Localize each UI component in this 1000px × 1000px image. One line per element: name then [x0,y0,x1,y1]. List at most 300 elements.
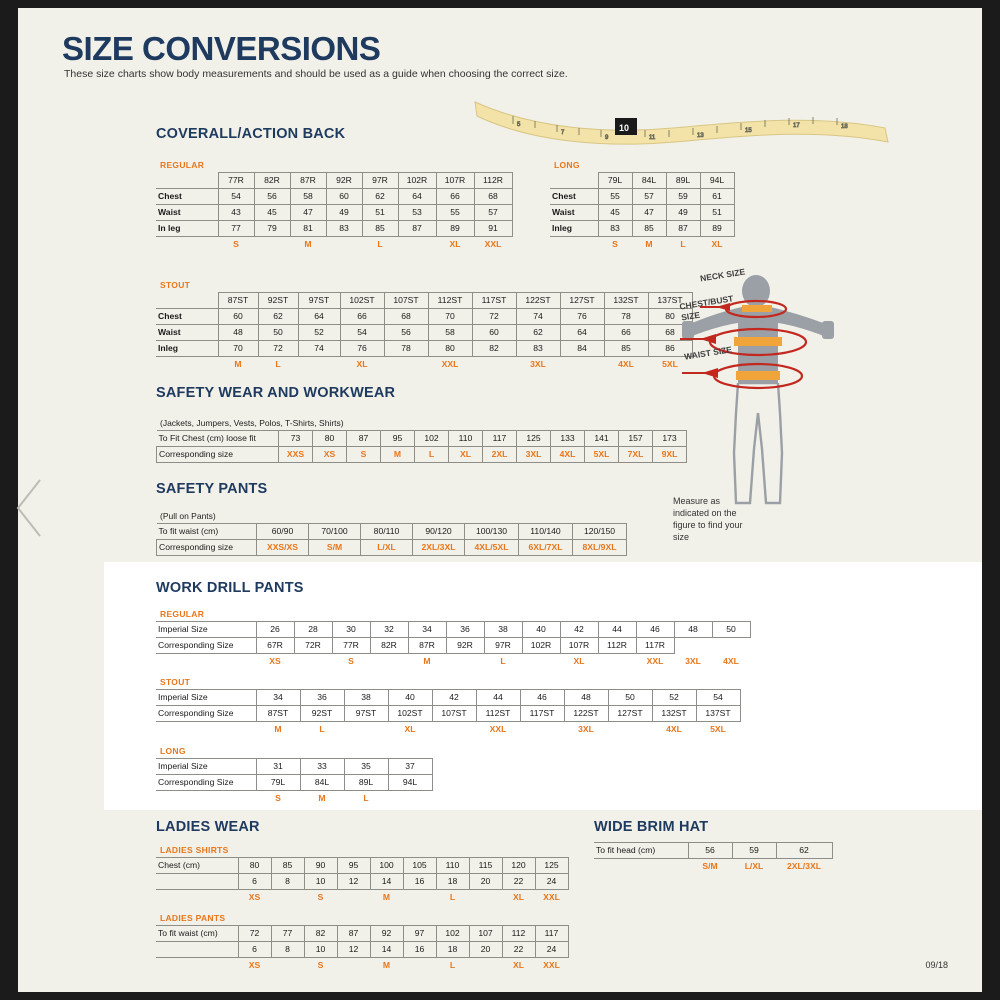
size-label: S [348,656,354,666]
size-label: L [680,239,686,249]
footer-date: 09/18 [925,960,948,970]
size-label: M [304,239,312,249]
col-head: 122ST [516,293,560,309]
sublabel-ladies-pants: LADIES PANTS [160,913,226,923]
cell: 12 [337,874,370,890]
table-row [157,540,627,556]
corner-cell [156,293,218,309]
size-label: XXL [441,359,459,369]
cell: M [381,447,415,463]
cell: 76 [340,341,384,357]
cell: 53 [398,205,436,221]
row-header: Corresponding size [157,540,257,556]
size-label: XL [573,656,585,666]
table-header-row [550,173,734,189]
col-head: 97ST [298,293,340,309]
cell: 117R [636,638,674,654]
cell: 57 [474,205,512,221]
col-head: 77R [218,173,254,189]
cell: 120/150 [573,524,627,540]
row-header: Chest [156,189,218,205]
cell: 102ST [388,706,432,722]
size-label-row [156,722,740,738]
cell: XL [449,447,483,463]
cell: 141 [585,431,619,447]
row-header [156,874,238,890]
table-widebrimhat [594,842,833,874]
cell: 34 [408,622,446,638]
size-label-row [594,859,832,875]
table-safetypants [156,523,627,556]
size-label [326,237,362,253]
size-label: 5XL [662,359,678,369]
cell: 66 [436,189,474,205]
cell: 10 [304,942,337,958]
cell: 16 [403,942,436,958]
size-label: L [275,359,281,369]
row-header: Imperial Size [156,690,256,706]
cell: 80/110 [361,524,413,540]
cell: 95 [381,431,415,447]
size-label: L [449,960,456,970]
cell: 46 [520,690,564,706]
col-head: 132ST [604,293,648,309]
cell: 14 [370,942,403,958]
cell: 34 [256,690,300,706]
size-label: XL [711,239,723,249]
size-label: L/XL [744,861,764,871]
size-label: 3XL [578,724,594,734]
table-workdrill-stout [156,689,741,737]
cell: 8XL/9XL [573,540,627,556]
row-header: Chest [550,189,598,205]
cell: 55 [436,205,474,221]
table-row [156,759,432,775]
note-safetypants: (Pull on Pants) [160,511,216,521]
table-row [594,843,832,859]
cell: 157 [619,431,653,447]
cell: 89 [700,221,734,237]
cell: 83 [516,341,560,357]
cell: 87 [398,221,436,237]
cell: 72 [258,341,298,357]
size-label: M [274,724,282,734]
cell: 73 [279,431,313,447]
cell: 78 [604,309,648,325]
figure-label-neck: NECK SIZE [699,266,746,284]
section-title-workdrill: WORK DRILL PANTS [156,580,304,596]
size-label-row [156,791,432,807]
note-safetywear: (Jackets, Jumpers, Vests, Polos, T-Shirts, Shirts) [160,418,344,428]
cell: 117 [483,431,517,447]
corner-cell [550,173,598,189]
sublabel-coverall-stout: STOUT [160,280,191,290]
size-label: XS [248,892,261,902]
cell: L/XL [361,540,413,556]
table-row [157,524,627,540]
svg-text:11: 11 [649,135,656,141]
cell: 107ST [432,706,476,722]
size-label: XL [356,359,368,369]
cell: 51 [700,205,734,221]
cell: 50 [608,690,652,706]
row-header: Corresponding Size [156,638,256,654]
cell: 85 [362,221,398,237]
document-content [18,8,982,992]
col-head: 87ST [218,293,258,309]
cell: 81 [290,221,326,237]
cell: 110/140 [519,524,573,540]
cell: 26 [256,622,294,638]
cell: 54 [340,325,384,341]
section-title-widebrimhat: WIDE BRIM HAT [594,819,709,835]
size-label: XL [513,960,524,970]
size-label: S [612,239,618,249]
row-header: Inleg [156,341,218,357]
cell: 48 [218,325,258,341]
size-label: S [317,960,324,970]
row-header: Imperial Size [156,622,256,638]
cell: 61 [700,189,734,205]
cell: 8 [271,942,304,958]
size-label: 3XL [530,359,546,369]
cell: 56 [254,189,290,205]
section-title-safetypants: SAFETY PANTS [156,481,268,497]
cell: 38 [344,690,388,706]
cell: 72 [238,926,271,942]
table-row [156,341,692,357]
cell: 66 [604,325,648,341]
cell: 83 [598,221,632,237]
cell: 80 [428,341,472,357]
cell: 42 [560,622,598,638]
cell: 60 [472,325,516,341]
size-label: 4XL [723,655,739,666]
size-label: S [275,793,281,803]
section-title-safetywear: SAFETY WEAR AND WORKWEAR [156,385,396,401]
size-label: XL [404,724,416,734]
table-row [550,221,734,237]
size-label: 2XL/3XL [787,861,821,871]
size-label: L [363,793,369,803]
cell: 51 [362,205,398,221]
cell: 102 [436,926,469,942]
cell: 32 [370,622,408,638]
size-label: M [382,892,391,902]
cell: 89L [344,775,388,791]
size-label [398,237,436,253]
cell: 60 [218,309,258,325]
table-row [156,221,512,237]
cell: 94L [388,775,432,791]
cell: 115 [469,858,502,874]
col-head: 84L [632,173,666,189]
size-label: 5XL [710,724,726,734]
cell: 30 [332,622,370,638]
cell: 117 [535,926,568,942]
col-head: 102R [398,173,436,189]
sublabel-coverall-long: LONG [554,160,580,170]
cell: 125 [535,858,568,874]
cell: 62 [776,843,832,859]
size-label: M [318,793,326,803]
cell: 58 [428,325,472,341]
row-header: Corresponding Size [156,706,256,722]
size-label: S [317,892,324,902]
size-label: 3XL [685,655,701,666]
cell: 107R [560,638,598,654]
cell: 82 [304,926,337,942]
sublabel-workdrill-long: LONG [160,746,186,756]
row-header [156,942,238,958]
cell: 57 [632,189,666,205]
size-label: 4XL [618,359,634,369]
row-header: To fit waist (cm) [157,524,257,540]
table-row [156,622,750,638]
cell: 43 [218,205,254,221]
table-coverall-stout [156,292,693,372]
cell: 97ST [344,706,388,722]
row-header: To Fit Chest (cm) loose fit [157,431,279,447]
svg-text:17: 17 [793,123,800,129]
cell: 60 [326,189,362,205]
cell: 48 [564,690,608,706]
cell: 6XL/7XL [519,540,573,556]
cell: 20 [469,874,502,890]
cell: 45 [598,205,632,221]
size-label: XXL [484,239,502,249]
cell: 80 [238,858,271,874]
cell: 52 [652,690,696,706]
cell: XXS [279,447,313,463]
cell: 107 [469,926,502,942]
table-header-row [156,293,692,309]
cell: 52 [298,325,340,341]
cell: 87 [337,926,370,942]
size-label [560,357,604,373]
cell: 4XL [551,447,585,463]
svg-text:9: 9 [605,135,609,141]
cell: 54 [696,690,740,706]
cell: 37 [388,759,432,775]
size-label [608,722,652,738]
cell: 3XL [517,447,551,463]
cell: 92 [370,926,403,942]
cell: 68 [648,325,692,341]
size-label: S/M [702,861,718,871]
page-title: SIZE CONVERSIONS [62,30,381,67]
cell: 100/130 [465,524,519,540]
col-head: 79L [598,173,632,189]
size-label: XXL [543,892,560,902]
table-row [156,706,740,722]
cell: 92R [446,638,484,654]
table-row [157,431,687,447]
size-label: XL [513,892,524,902]
cell: 85 [632,221,666,237]
col-head: 87R [290,173,326,189]
cell: 33 [300,759,344,775]
cell: 2XL/3XL [413,540,465,556]
cell: 90 [304,858,337,874]
table-ladies-shirts [156,857,569,905]
table-row [156,858,568,874]
table-row [156,638,750,654]
table-row [550,189,734,205]
page-subtitle: These size charts show body measurements and should be used as a guide when choosing the correct size. [64,68,568,80]
cell: 24 [535,942,568,958]
size-label: L [377,239,383,249]
cell: 45 [254,205,290,221]
table-header-row [156,173,512,189]
cell: 60/90 [257,524,309,540]
size-label: 4XL [666,724,682,734]
cell: 38 [484,622,522,638]
cell: 49 [326,205,362,221]
cell: 47 [632,205,666,221]
row-header: Waist [550,205,598,221]
cell: 62 [258,309,298,325]
cell: 77 [218,221,254,237]
col-head: 97R [362,173,398,189]
row-header: Chest [156,309,218,325]
cell: 7XL [619,447,653,463]
sublabel-workdrill-stout: STOUT [160,677,191,687]
cell: 40 [522,622,560,638]
row-header: To fit head (cm) [594,843,688,859]
cell: 90/120 [413,524,465,540]
size-label-row [550,237,734,253]
cell: 62 [516,325,560,341]
cell: 46 [636,622,674,638]
svg-text:7: 7 [561,130,565,136]
col-head: 102ST [340,293,384,309]
figure-note: Measure as indicated on the figure to find your size [673,496,743,542]
col-head: 92R [326,173,362,189]
table-row [156,942,568,958]
cell: 102R [522,638,560,654]
cell: 72R [294,638,332,654]
cell: 82 [472,341,516,357]
col-head: 94L [700,173,734,189]
col-head: 82R [254,173,290,189]
row-header: Corresponding size [157,447,279,463]
size-label: XXL [543,960,560,970]
row-header: Inleg [550,221,598,237]
cell: 137ST [696,706,740,722]
cell: 48 [674,622,712,638]
table-coverall-regular [156,172,513,252]
size-label [254,237,290,253]
col-head: 127ST [560,293,604,309]
size-label-row [156,654,750,670]
size-label [472,357,516,373]
cell: 64 [560,325,604,341]
cell: 173 [653,431,687,447]
row-header: Chest (cm) [156,858,238,874]
table-row [156,775,432,791]
cell: 102 [415,431,449,447]
cell: 22 [502,942,535,958]
cell: 117ST [520,706,564,722]
cell: XXS/XS [257,540,309,556]
cell: 70 [218,341,258,357]
sublabel-workdrill-regular: REGULAR [160,609,205,619]
cell: 22 [502,874,535,890]
cell: 91 [474,221,512,237]
size-label-row [156,357,692,373]
svg-text:10: 10 [619,123,630,133]
cell: 82R [370,638,408,654]
size-label: S [233,239,239,249]
size-label: M [645,239,653,249]
cell: 62 [362,189,398,205]
size-label [344,722,388,738]
cell: 66 [340,309,384,325]
figure-label-chest: CHEST/BUST SIZE [678,293,734,323]
cell: 10 [304,874,337,890]
col-head: 112ST [428,293,472,309]
cell: 44 [476,690,520,706]
cell: L [415,447,449,463]
cell: 24 [535,874,568,890]
cell: 77R [332,638,370,654]
col-head: 107ST [384,293,428,309]
cell: 125 [517,431,551,447]
table-row [156,309,692,325]
cell: 55 [598,189,632,205]
figure-label-waist: WAIST SIZE [683,344,733,362]
size-label: XXL [489,724,507,734]
cell: 127ST [608,706,652,722]
cell: 112ST [476,706,520,722]
cell: 36 [300,690,344,706]
table-ladies-pants [156,925,569,973]
col-head: 107R [436,173,474,189]
table-safetywear [156,430,687,463]
cell: 36 [446,622,484,638]
table-workdrill-regular [156,621,751,669]
bracket-icon [14,478,44,538]
cell: 8 [271,874,304,890]
cell: 89 [436,221,474,237]
cell: 74 [298,341,340,357]
cell: 12 [337,942,370,958]
cell: 59 [666,189,700,205]
cell: 54 [218,189,254,205]
cell: 122ST [564,706,608,722]
size-label-row [156,958,568,974]
cell: 112 [502,926,535,942]
cell: 92ST [300,706,344,722]
cell: 105 [403,858,436,874]
cell: 58 [290,189,326,205]
body-measurement-figure [638,263,888,533]
cell: 35 [344,759,388,775]
table-row [156,205,512,221]
cell: 9XL [653,447,687,463]
cell: 87R [408,638,446,654]
cell: 97R [484,638,522,654]
cell: 74 [516,309,560,325]
cell: 112R [598,638,636,654]
col-head: 112R [474,173,512,189]
col-head: 89L [666,173,700,189]
sublabel-coverall-regular: REGULAR [160,160,205,170]
table-row [156,325,692,341]
svg-text:15: 15 [745,128,752,134]
size-label [298,357,340,373]
